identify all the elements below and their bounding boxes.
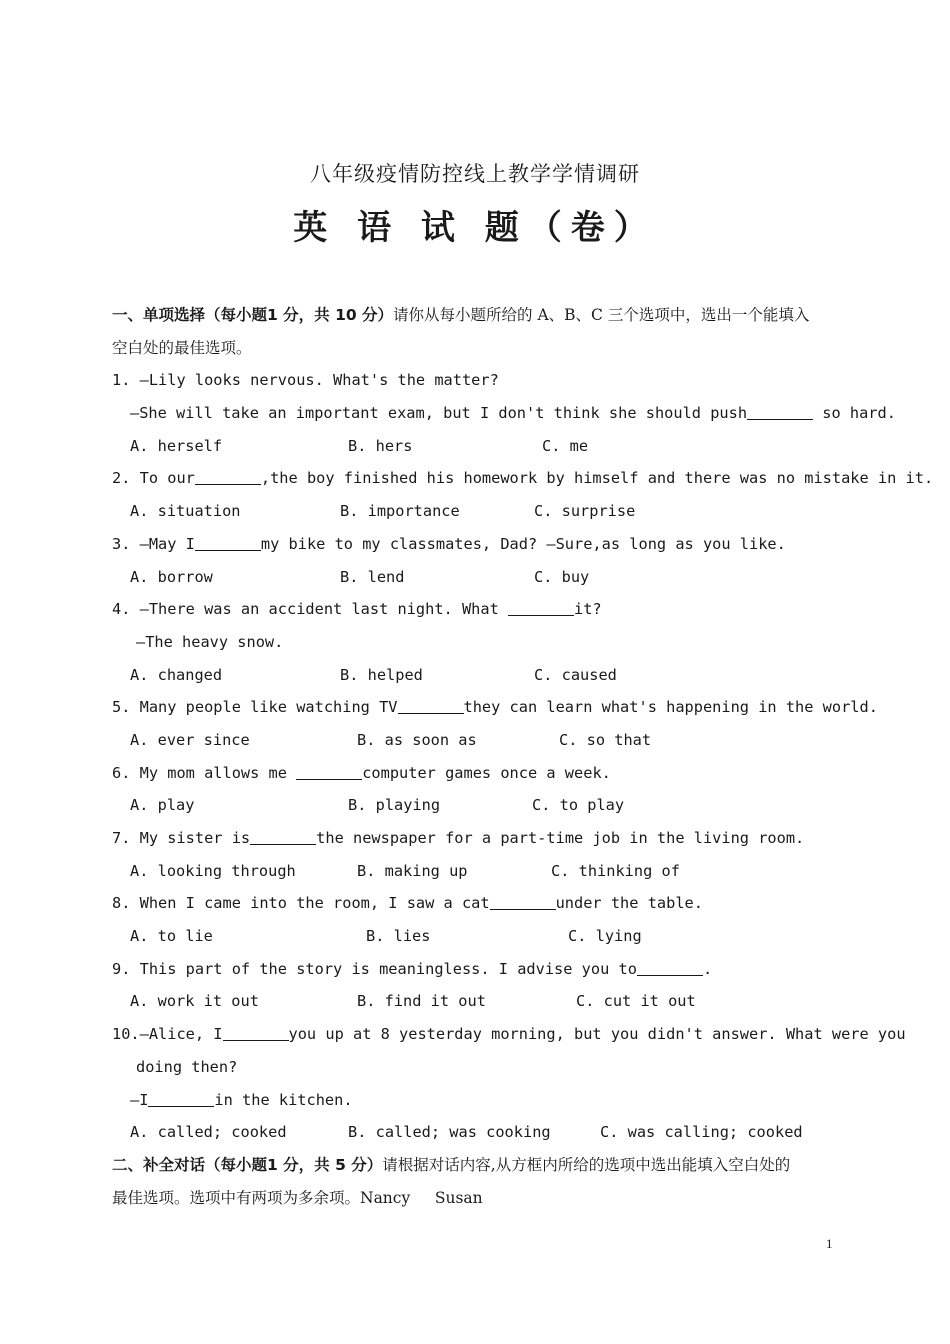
- option-b[interactable]: B. making up: [357, 861, 468, 880]
- option-a[interactable]: A. borrow: [130, 567, 213, 586]
- question-1-options: [112, 430, 872, 463]
- option-a[interactable]: A. looking through: [130, 861, 296, 880]
- question-10-stem: 10.—Alice, I you up at 8 yesterday morning, but you didn't answer. What were you: [112, 1025, 906, 1044]
- question-7-stem: 7. My sister is the newspaper for a part-time job in the living room.: [112, 829, 805, 847]
- option-b[interactable]: B. lies: [366, 927, 431, 946]
- question-1-response: —She will take an important exam, but I don't think she should push so hard.: [130, 404, 896, 423]
- option-a[interactable]: A. work it out: [130, 992, 259, 1011]
- exam-title: 英 语 试 题（卷）: [293, 208, 657, 248]
- answer-blank[interactable]: [195, 470, 261, 485]
- question-3-stem: 3. —May I my bike to my classmates, Dad? —Sure,as long as you like.: [112, 534, 786, 553]
- option-a[interactable]: A. situation: [130, 502, 241, 521]
- option-a[interactable]: A. ever since: [130, 730, 250, 749]
- option-b[interactable]: B. as soon as: [357, 730, 477, 749]
- exam-content: [112, 299, 934, 1214]
- option-a[interactable]: A. changed: [130, 665, 223, 684]
- section-2-heading: 二、补全对话（每小题1 分，共 5 分）: [112, 1155, 383, 1174]
- option-c[interactable]: C. me: [542, 436, 589, 455]
- question-7-options: [112, 855, 872, 888]
- option-b[interactable]: B. importance: [340, 502, 460, 521]
- answer-blank[interactable]: [148, 1092, 214, 1107]
- answer-blank[interactable]: [508, 601, 574, 616]
- question-6-options: [112, 789, 872, 822]
- option-c[interactable]: C. caused: [534, 665, 617, 684]
- option-c[interactable]: C. buy: [534, 567, 590, 586]
- answer-blank[interactable]: [223, 1026, 289, 1041]
- option-b[interactable]: B. helped: [340, 665, 423, 684]
- option-b[interactable]: B. called; was cooking: [348, 1123, 551, 1142]
- option-b[interactable]: B. lend: [340, 567, 405, 586]
- question-8-options: [112, 920, 872, 953]
- option-b[interactable]: B. playing: [348, 796, 441, 815]
- answer-blank[interactable]: [296, 765, 362, 780]
- question-5-stem: 5. Many people like watching TV they can learn what's happening in the world.: [112, 698, 878, 717]
- question-2-stem: 2. To our ,the boy finished his homework by himself and there was no mistake in it.: [112, 469, 934, 488]
- question-9-options: [112, 985, 872, 1018]
- section-2-instruction: 请根据对话内容,从方框内所给的选项中选出能填入空白处的: [382, 1155, 791, 1174]
- option-c[interactable]: C. lying: [568, 927, 642, 946]
- question-8-stem: 8. When I came into the room, I saw a cat under the table.: [112, 894, 703, 913]
- option-a[interactable]: A. called; cooked: [130, 1123, 287, 1142]
- question-10-response: —I in the kitchen.: [130, 1090, 353, 1109]
- option-a[interactable]: A. to lie: [130, 927, 213, 946]
- question-3-options: [112, 561, 872, 594]
- question-10-stem-cont: doing then?: [136, 1057, 238, 1076]
- option-a[interactable]: A. herself: [130, 436, 223, 455]
- question-10-options: [112, 1116, 872, 1149]
- question-5-options: [112, 724, 872, 757]
- section-1-instruction: 请你从每小题所给的 A、B、C 三个选项中，选出一个能填入: [393, 306, 810, 324]
- question-6-stem: 6. My mom allows me computer games once a week.: [112, 763, 611, 782]
- option-c[interactable]: C. cut it out: [576, 992, 696, 1011]
- answer-blank[interactable]: [747, 405, 813, 420]
- option-c[interactable]: C. surprise: [534, 502, 636, 521]
- answer-blank[interactable]: [490, 895, 556, 910]
- answer-blank[interactable]: [250, 830, 316, 845]
- option-c[interactable]: C. to play: [532, 796, 625, 815]
- option-b[interactable]: B. find it out: [357, 992, 486, 1011]
- exam-subtitle: 八年级疫情防控线上教学学情调研: [310, 162, 640, 186]
- section-1-heading: 一、单项选择（每小题1 分，共 10 分）: [112, 306, 394, 324]
- section-1-instruction-cont: 空白处的最佳选项。: [112, 338, 252, 357]
- answer-blank[interactable]: [637, 961, 703, 976]
- question-4-stem: 4. —There was an accident last night. What it?: [112, 600, 602, 619]
- answer-blank[interactable]: [398, 699, 464, 714]
- question-1-stem: 1. —Lily looks nervous. What's the matter?: [112, 371, 499, 390]
- page-number: 1: [826, 1236, 833, 1251]
- option-c[interactable]: C. so that: [559, 730, 652, 749]
- question-4-options: [112, 659, 872, 692]
- answer-blank[interactable]: [195, 536, 261, 551]
- section-2-instruction-cont: 最佳选项。选项中有两项为多余项。Nancy Susan: [112, 1188, 483, 1207]
- question-4-response: —The heavy snow.: [136, 632, 284, 651]
- option-a[interactable]: A. play: [130, 796, 195, 815]
- section-1-heading-line: [112, 299, 872, 332]
- section-2-heading-line: [112, 1149, 872, 1182]
- option-c[interactable]: C. was calling; cooked: [600, 1123, 803, 1142]
- option-c[interactable]: C. thinking of: [551, 861, 680, 880]
- question-9-stem: 9. This part of the story is meaningless. I advise you to .: [112, 959, 713, 978]
- option-b[interactable]: B. hers: [348, 436, 413, 455]
- question-2-options: [112, 495, 872, 528]
